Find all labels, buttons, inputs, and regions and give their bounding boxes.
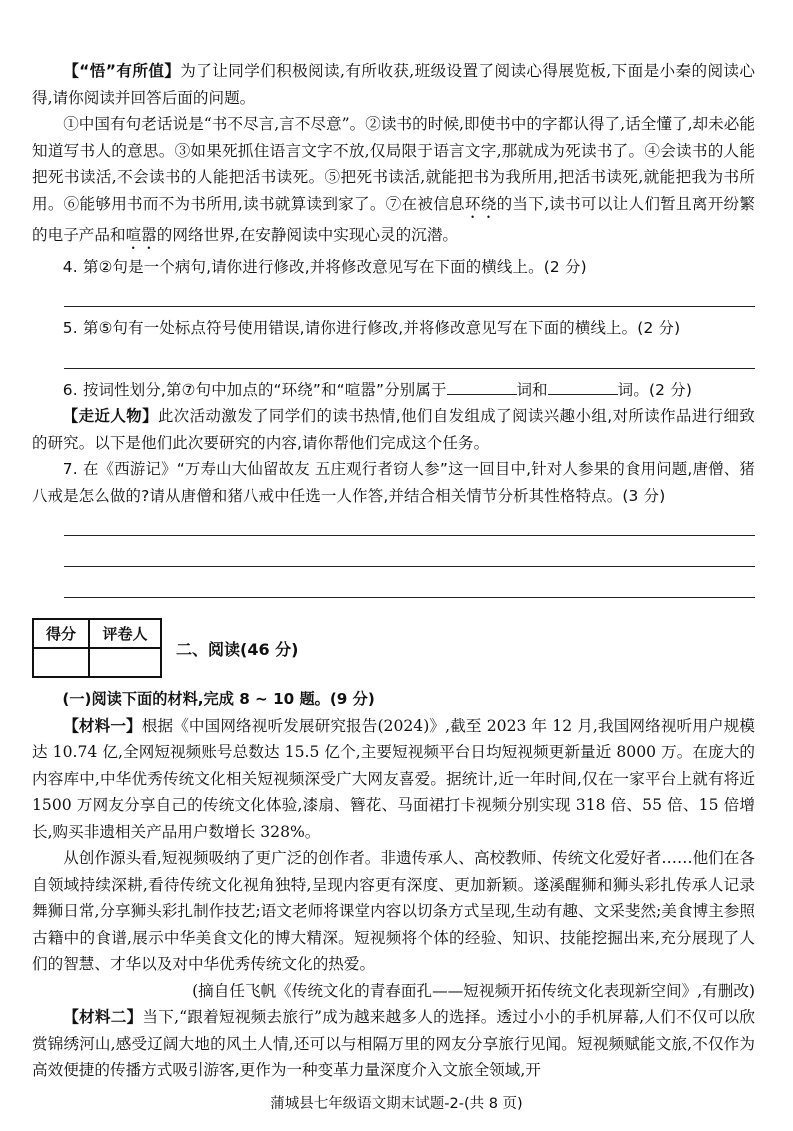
material-1-paragraph-2: 从创作源头看,短视频吸纳了更广泛的创作者。非遗传承人、高校教师、传统文化爱好者……他们在各自领域持续深耕,看待传统文化视角独特,呈现内容更有深度、更加新颖。遂溪醒狮和狮头彩扎传承人记录舞狮日常,分享狮头彩扎制作技艺;语文老师将课堂内容以切条方式呈现,生动有趣、文采斐然;美食博主参照古籍中的食谱,展示中华美食文化的博大精深。短视频将个体的经验、知识、技能挖掘出来,充分展现了人们的智慧、才华以及对中华优秀传统文化的热爱。 [32, 849, 755, 973]
answer-blank-1[interactable] [447, 380, 517, 395]
material-1-source: (摘自任飞帆《传统文化的青春面孔——短视频开拓传统文化表现新空间》,有删改) [192, 981, 755, 1000]
answer-line-q7-2[interactable] [64, 542, 755, 567]
zou-intro: 此次活动激发了同学们的读书热情,他们自发组成了阅读兴趣小组,对所读作品进行细致的研究。以下是他们此次要研究的内容,请你帮他们完成这个任务。 [32, 407, 756, 452]
page-footer: 蒲城县七年级语文期末试题-2-(共 8 页) [270, 1096, 523, 1112]
q6-text-a: 6. 按词性划分,第⑦句中加点的“环绕”和“喧嚣”分别属于 [62, 380, 447, 399]
dotted-word-huanrao: 环绕 [464, 194, 497, 213]
passage-part-b: 的当下,读书可以让人们暂且离开纷繁的电子产品和 [32, 194, 755, 244]
answer-line-q5[interactable] [64, 344, 755, 369]
question-6 [32, 377, 755, 404]
section-header-row [32, 618, 755, 678]
wu-intro-paragraph [32, 58, 755, 111]
passage-part-c: 的网络世界,在安静阅读中实现心灵的沉潜。 [156, 225, 459, 244]
material-2-text-1: 当下,“跟着短视频去旅行”成为越来越多人的选择。透过小小的手机屏幕,人们不仅可以欣赏锦绣河山,感受辽阔大地的风土人情,还可以与相隔万里的网友分享旅行见闻。短视频赋能文旅,不仅作为高效便捷的传播方式吸引游客,更作为一种变革力量深度介入文旅全领域,开 [32, 1008, 755, 1079]
material-2-heading: 【材料二】 [63, 1008, 143, 1026]
passage-part-a: ①中国有句老话说是“书不尽言,言不尽意”。②读书的时候,即使书中的字都认得了,话全懂了,却未必能知道写书人的意思。③如果死抓住语言文字不放,仅局限于语言文字,那就成为死读书了。④会读书的人能把死书读活,不会读书的人能把活书读死。⑤把死书读活,就能把书为我所用,把活书读死,就能把我为书所用。⑥能够用书而不为书所用,读书就算读到家了。⑦在被信息 [32, 115, 755, 213]
material-1-text-1: 根据《中国网络视听发展研究报告(2024)》,截至 2023 年 12 月,我国网络视听用户规模达 10.74 亿,全网短视频账号总数达 15.5 亿个,主要短视频平台日均短视频更新量近 8000 万。在庞大的内容库中,中华优秀传统文化相关短视频深受广大网友喜爱。据统计,近一年时间,仅在一家平台上就有将近 1500 万网友分享自己的传统文化体验,漆扇、簪花、马面裙打卡视频分别实现 318 倍、55 倍、15 倍增长,购买非遗相关产品用户数增长 328%。 [32, 716, 755, 841]
score-label: 得分 [33, 619, 89, 648]
wu-intro: 为了让同学们积极阅读,有所收获,班级设置了阅读心得展览板,下面是小秦的阅读心得,请你阅读并回答后面的问题。 [32, 62, 756, 107]
answer-line-q4[interactable] [64, 282, 755, 307]
score-table [32, 618, 162, 678]
answer-line-q7-3[interactable] [64, 573, 755, 598]
answer-line-q7-1[interactable] [64, 511, 755, 536]
reading-note-passage [32, 111, 755, 253]
question-7: 7. 在《西游记》“万寿山大仙留故友 五庄观行者窃人参”这一回目中,针对人参果的食用问题,唐僧、猪八戒是怎么做的?请从唐僧和猪八戒中任选一人作答,并结合相关情节分析其性格特点。(3 分) [32, 460, 755, 505]
q6-text-c: 词。(2 分) [617, 380, 693, 399]
grader-cell[interactable] [89, 648, 161, 677]
section-2-title: 二、阅读(46 分) [176, 639, 299, 659]
grader-label: 评卷人 [89, 619, 161, 648]
wu-heading: 【“悟”有所值】 [63, 62, 181, 80]
question-5: 5. 第⑤句有一处标点符号使用错误,请你进行修改,并将修改意见写在下面的横线上。(2 分) [62, 319, 681, 337]
score-cell[interactable] [33, 648, 89, 677]
part-1-title: (一)阅读下面的材料,完成 8 ~ 10 题。(9 分) [62, 690, 375, 708]
zou-heading: 【走近人物】 [62, 407, 158, 425]
zou-intro-paragraph [32, 403, 755, 456]
question-4: 4. 第②句是一个病句,请你进行修改,并将修改意见写在下面的横线上。(2 分) [62, 257, 587, 276]
material-1-paragraph-1 [32, 713, 755, 846]
answer-blank-2[interactable] [548, 380, 618, 395]
q6-text-b: 词和 [516, 380, 548, 399]
material-1-heading: 【材料一】 [63, 716, 142, 735]
dotted-word-xuanxiao: 喧嚣 [125, 225, 157, 244]
material-2-paragraph-1 [32, 1004, 755, 1084]
